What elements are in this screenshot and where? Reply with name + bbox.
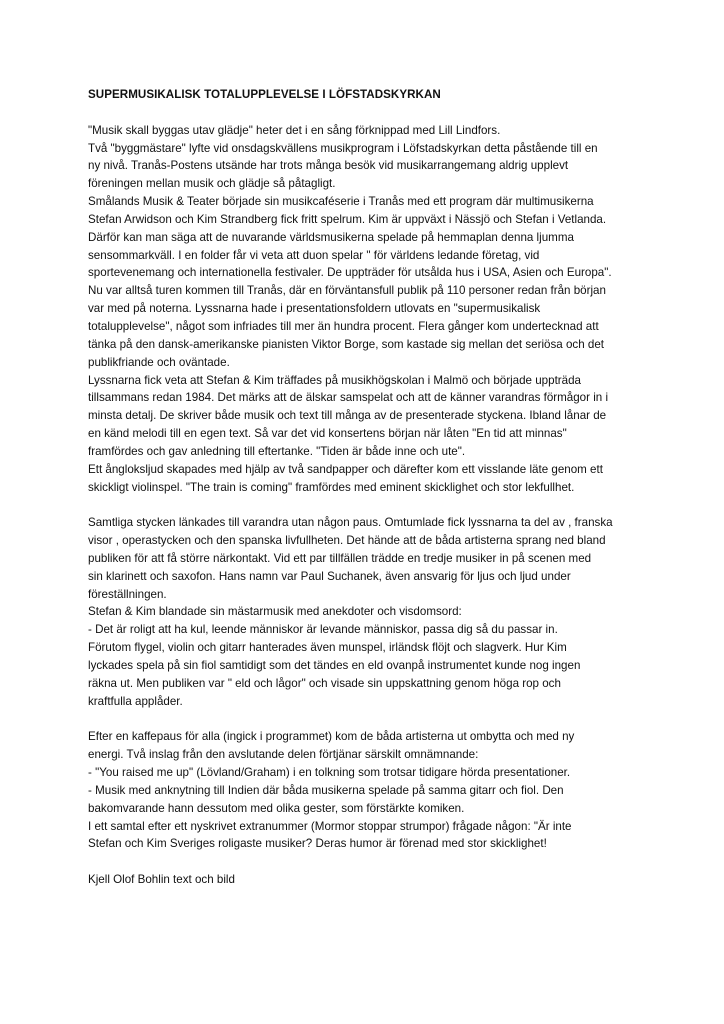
text-line: räkna ut. Men publiken var " eld och lågor" och visade sin uppskattning genom höga rop och <box>88 676 561 690</box>
document-page <box>88 86 648 889</box>
text-line: Lyssnarna fick veta att Stefan & Kim träffades på musikhögskolan i Malmö och började uppträda <box>88 373 582 387</box>
text-line: tänka på den dansk-amerikanske pianisten Viktor Borge, som kastade sig mellan det seriösa och det <box>88 337 604 351</box>
text-line: Två "byggmästare" lyfte vid onsdagskvällens musikprogram i Löfstadskyrkan detta påstående till en <box>88 141 598 155</box>
text-line: - "You raised me up" (Lövland/Graham) i en tolkning som trotsar tidigare hörda presentationer. <box>88 766 571 780</box>
text-line: - Musik med anknytning till Indien där båda musikerna spelade på samma gitarr och fiol. Den <box>88 783 564 797</box>
text-line: framfördes och gav anledning till eftertanke. "Tiden är både inne och ute". <box>88 444 466 458</box>
text-line: lyckades spela på sin fiol samtidigt som det tändes en eld ovanpå instrumentet kunde nog ingen <box>88 659 581 672</box>
text-line: ny nivå. Tranås-Postens utsände har trots många besök vid musikarrangemang aldrig upplevt <box>88 159 569 173</box>
article-body <box>88 122 648 889</box>
text-line: tillsammans redan 1984. Det märks att de älskar samspelat och att de känner varandras förmågor in i <box>88 391 609 405</box>
text-line: energi. Två inslag från den avslutande delen förtjänar särskilt omnämnande: <box>88 748 479 762</box>
text-line: Kjell Olof Bohlin text och bild <box>88 873 235 887</box>
text-line: föreningen mellan musik och glädje så påtagligt. <box>88 177 336 191</box>
article-title: SUPERMUSIKALISK TOTALUPPLEVELSE I LÖFSTADSKYRKAN <box>88 88 441 101</box>
text-line: visor , operastycken och den spanska livfullheten. Det hände att de båda artisterna sprang ned bland <box>88 534 606 548</box>
text-line: publiken för att få större närkontakt. Vid ett par tillfällen trädde en tredje musiker in på scenen med <box>88 551 592 565</box>
text-line: skickligt violinspel. "The train is coming" framfördes med eminent skicklighet och stor lekfullhet. <box>88 480 575 494</box>
text-line: I ett samtal efter ett nyskrivet extranummer (Mormor stoppar strumpor) frågade någon: "Är inte <box>88 819 572 833</box>
text-line: föreställningen. <box>88 587 167 601</box>
text-line: Samtliga stycken länkades till varandra utan någon paus. Omtumlade fick lyssnarna ta del av , franska <box>88 516 613 530</box>
text-line: Ett ångloksljud skapades med hjälp av två sandpapper och därefter kom ett visslande läte genom ett <box>88 462 603 476</box>
text-line: Efter en kaffepaus för alla (ingick i programmet) kom de båda artisterna ut ombytta och med ny <box>88 730 575 744</box>
text-line: Stefan & Kim blandade sin mästarmusik med anekdoter och visdomsord: <box>88 605 462 619</box>
text-line: Smålands Musik & Teater började sin musikcaféserie i Tranås med ett program där multimusikerna <box>88 195 594 209</box>
text-line: kraftfulla applåder. <box>88 694 183 708</box>
text-line: minsta detalj. De skriver både musik och text till många av de presenterade styckena. Ibland lånar de <box>88 409 607 423</box>
text-line: Nu var alltså turen kommen till Tranås, där en förväntansfull publik på 110 personer redan från början <box>88 284 606 298</box>
text-line: bakomvarande hann dessutom med olika gester, som förstärkte komiken. <box>88 801 465 815</box>
text-line: sin klarinett och saxofon. Hans namn var Paul Suchanek, även ansvarig för ljus och ljud under <box>88 569 571 583</box>
text-line: - Det är roligt att ha kul, leende människor är levande människor, passa dig så du passar in. <box>88 623 558 637</box>
paragraph-break <box>88 496 648 514</box>
text-line: var med på noterna. Lyssnarna hade i presentationsfoldern utlovats en "supermusikalisk <box>88 302 541 316</box>
text-line: Stefan Arwidson och Kim Strandberg fick fritt spelrum. Kim är uppväxt i Nässjö och Stefan i Vetlanda. <box>88 212 607 226</box>
paragraph-break <box>88 711 648 729</box>
text-line: "Musik skall byggas utav glädje" heter det i en sång förknippad med Lill Lindfors. <box>88 123 501 137</box>
text-line: sensommarkväll. I en folder får vi veta att duon spelar " för världens ledande företag, vid <box>88 248 540 262</box>
text-line: en känd melodi till en egen text. Så var det vid konsertens början när låten "En tid att minnas" <box>88 427 567 441</box>
text-line: publikfriande och oväntade. <box>88 355 230 369</box>
text-line: Förutom flygel, violin och gitarr hanterades även munspel, irländsk flöjt och slagverk. Hur Kim <box>88 641 567 655</box>
paragraph-break <box>88 853 648 871</box>
text-line: sportevenemang och internationella festivaler. De uppträder för utsålda hus i USA, Asien och Europa". <box>88 266 612 280</box>
text-line: totalupplevelse", något som infriades till mer än hundra procent. Flera gånger kom undertecknad att <box>88 319 599 333</box>
text-line: Därför kan man säga att de nuvarande världsmusikerna spelade på hemmaplan denna ljumma <box>88 230 574 244</box>
text-line: Stefan och Kim Sveriges roligaste musiker? Deras humor är förenad med stor skicklighet! <box>88 837 547 851</box>
